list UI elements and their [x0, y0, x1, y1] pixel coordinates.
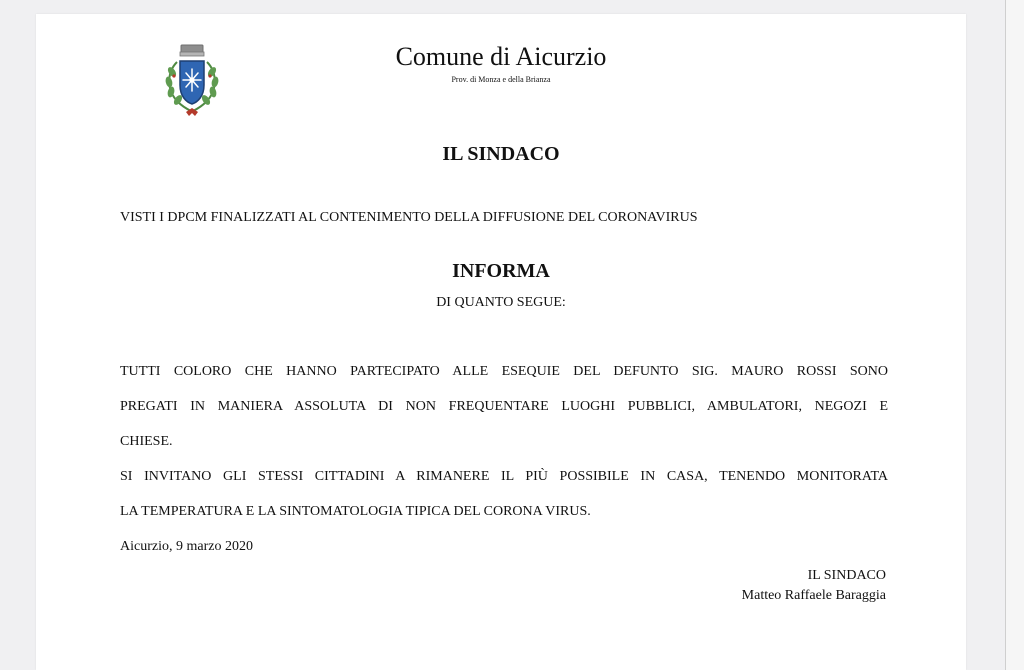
body-line: LA TEMPERATURA E LA SINTOMATOLOGIA TIPICA DEL CORONA VIRUS. [120, 504, 591, 519]
informa-subtitle: DI QUANTO SEGUE: [436, 295, 566, 310]
municipal-coat-of-arms-icon [156, 42, 228, 122]
body-line: TUTTI COLORO CHE HANNO PARTECIPATO ALLE ESEQUIE DEL DEFUNTO SIG. MAURO ROSSI SONO [120, 364, 888, 379]
sindaco-heading: IL SINDACO [442, 143, 560, 165]
body-line: SI INVITANO GLI STESSI CITTADINI A RIMANERE IL PIÙ POSSIBILE IN CASA, TENENDO MONITORATA [120, 469, 888, 484]
province-subtitle: Prov. di Monza e della Brianza [451, 75, 551, 84]
document-page [36, 14, 966, 670]
signature-block [742, 566, 886, 606]
body-line: CHIESE. [120, 434, 173, 449]
body-line: PREGATI IN MANIERA ASSOLUTA DI NON FREQUENTARE LUOGHI PUBBLICI, AMBULATORI, NEGOZI E [120, 399, 888, 414]
signature-role: IL SINDACO [807, 568, 886, 583]
document-header [386, 42, 616, 86]
scrollbar-track[interactable] [1005, 0, 1024, 670]
notice-body [120, 354, 888, 529]
visti-paragraph: VISTI I DPCM FINALIZZATI AL CONTENIMENTO DELLA DIFFUSIONE DEL CORONAVIRUS [120, 210, 698, 225]
comune-title: Comune di Aicurzio [395, 42, 607, 71]
informa-heading: INFORMA [452, 260, 550, 282]
signature-name: Matteo Raffaele Baraggia [741, 588, 886, 603]
place-date: Aicurzio, 9 marzo 2020 [120, 539, 253, 554]
